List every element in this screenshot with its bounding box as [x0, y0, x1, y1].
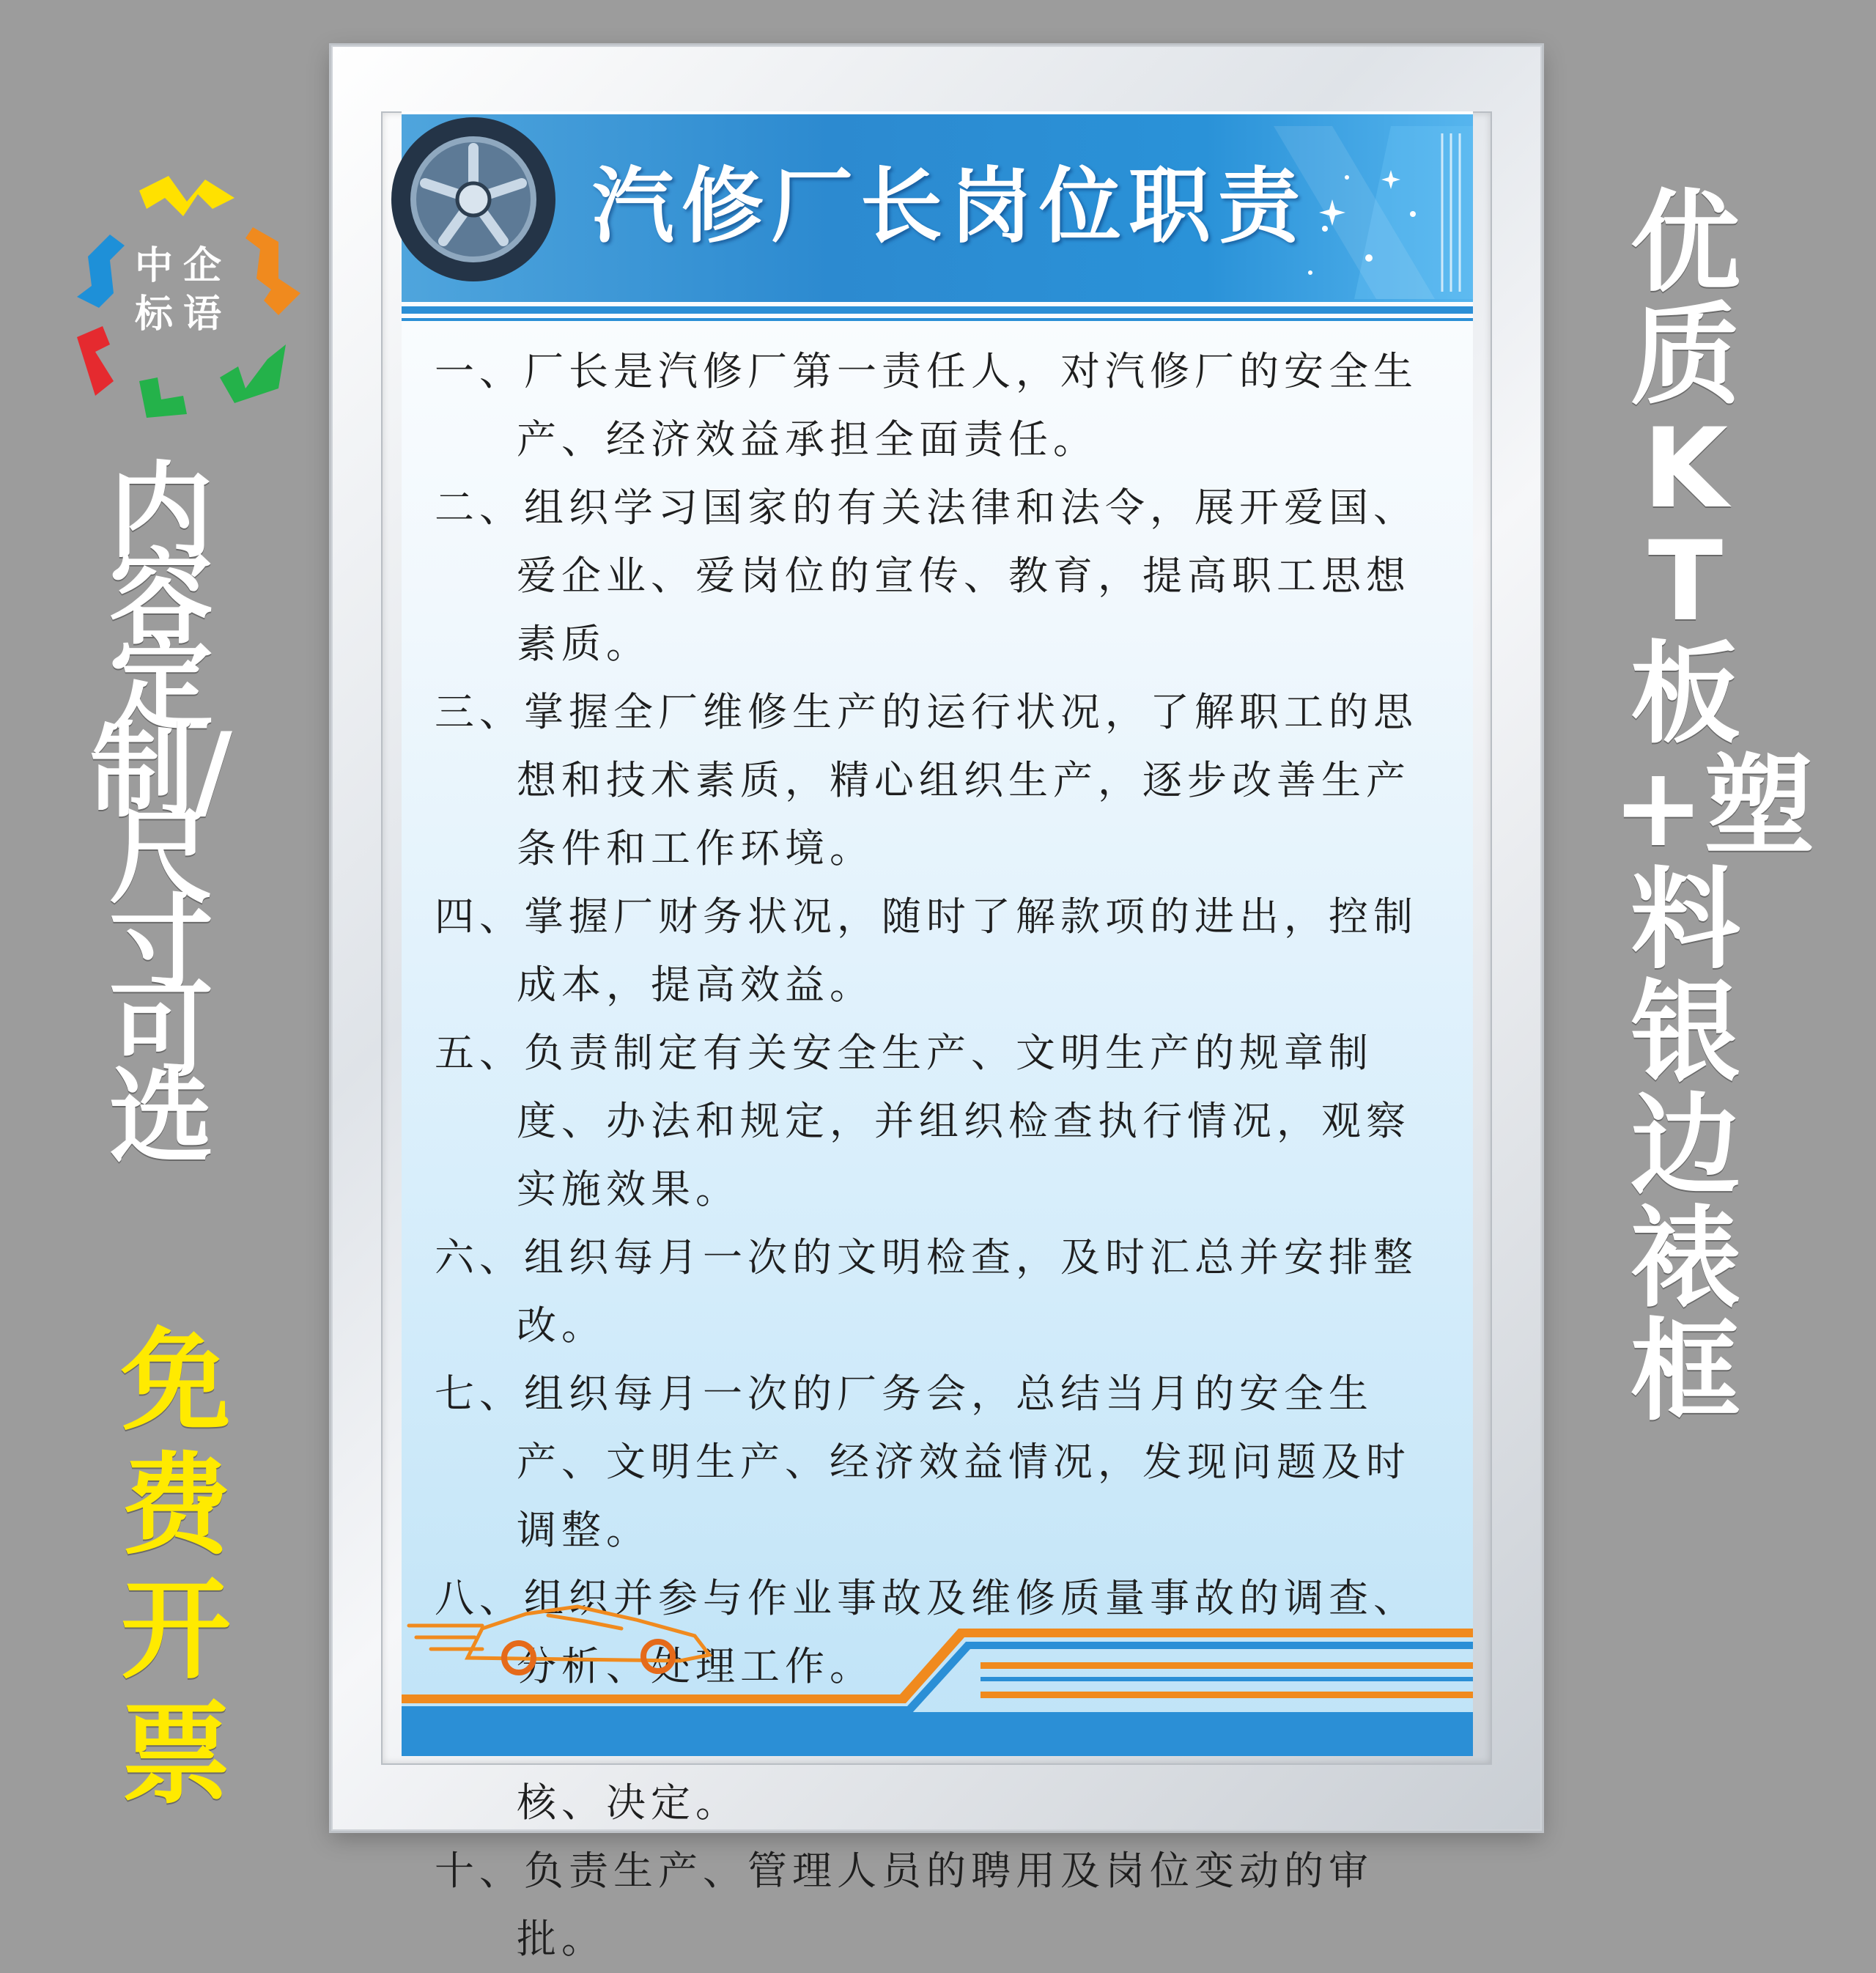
- duty-item: 四、掌握厂财务状况，随时了解款项的进出，控制成本，提高效益。: [435, 893, 1418, 1008]
- free-invoice-slogan: 免费开票: [120, 1318, 231, 1819]
- duty-item: 二、组织学习国家的有关法律和法令，展开爱国、爱企业、爱岗位的宣传、教育，提高职工思想素质。: [435, 484, 1418, 667]
- duty-item: 八、组织并参与作业事故及维修质量事故的调查、分析、处理工作。: [435, 1575, 1418, 1689]
- customization-slogan: 内容定制/尺寸可选: [90, 451, 232, 1178]
- duty-item: 七、组织每月一次的厂务会，总结当月的安全生产、文明生产、经济效益情况，发现问题及时调整。: [435, 1371, 1411, 1553]
- material-slogan: 优质KT板+塑料银边裱框: [1612, 180, 1814, 1436]
- poster-board: [402, 111, 1473, 1962]
- tire-icon: [393, 111, 569, 295]
- duty-item: 核、决定。: [517, 1780, 740, 1826]
- duty-item: 十、负责生产、管理人员的聘用及岗位变动的审批。: [435, 1848, 1373, 1962]
- duty-item: 三、掌握全厂维修生产的运行状况，了解职工的思想和技术素质，精心组织生产，逐步改善生产条件和工作环境。: [435, 689, 1418, 871]
- header-divider-thin: [402, 318, 1473, 321]
- duty-item: 六、组织每月一次的文明检查，及时汇总并安排整改。: [435, 1234, 1418, 1349]
- duty-item: 五、负责制定有关安全生产、文明生产的规章制度、办法和规定，并组织检查执行情况，观察实施效果。: [435, 1030, 1411, 1212]
- header-divider: [402, 306, 1473, 314]
- sports-car-icon: [402, 1599, 724, 1680]
- duty-item: 一、厂长是汽修厂第一责任人，对汽修厂的安全生产、经济效益承担全面责任。: [435, 348, 1418, 462]
- poster-title: 汽修厂长岗位职责: [592, 159, 1307, 254]
- brand-name: 中企标语: [134, 244, 232, 336]
